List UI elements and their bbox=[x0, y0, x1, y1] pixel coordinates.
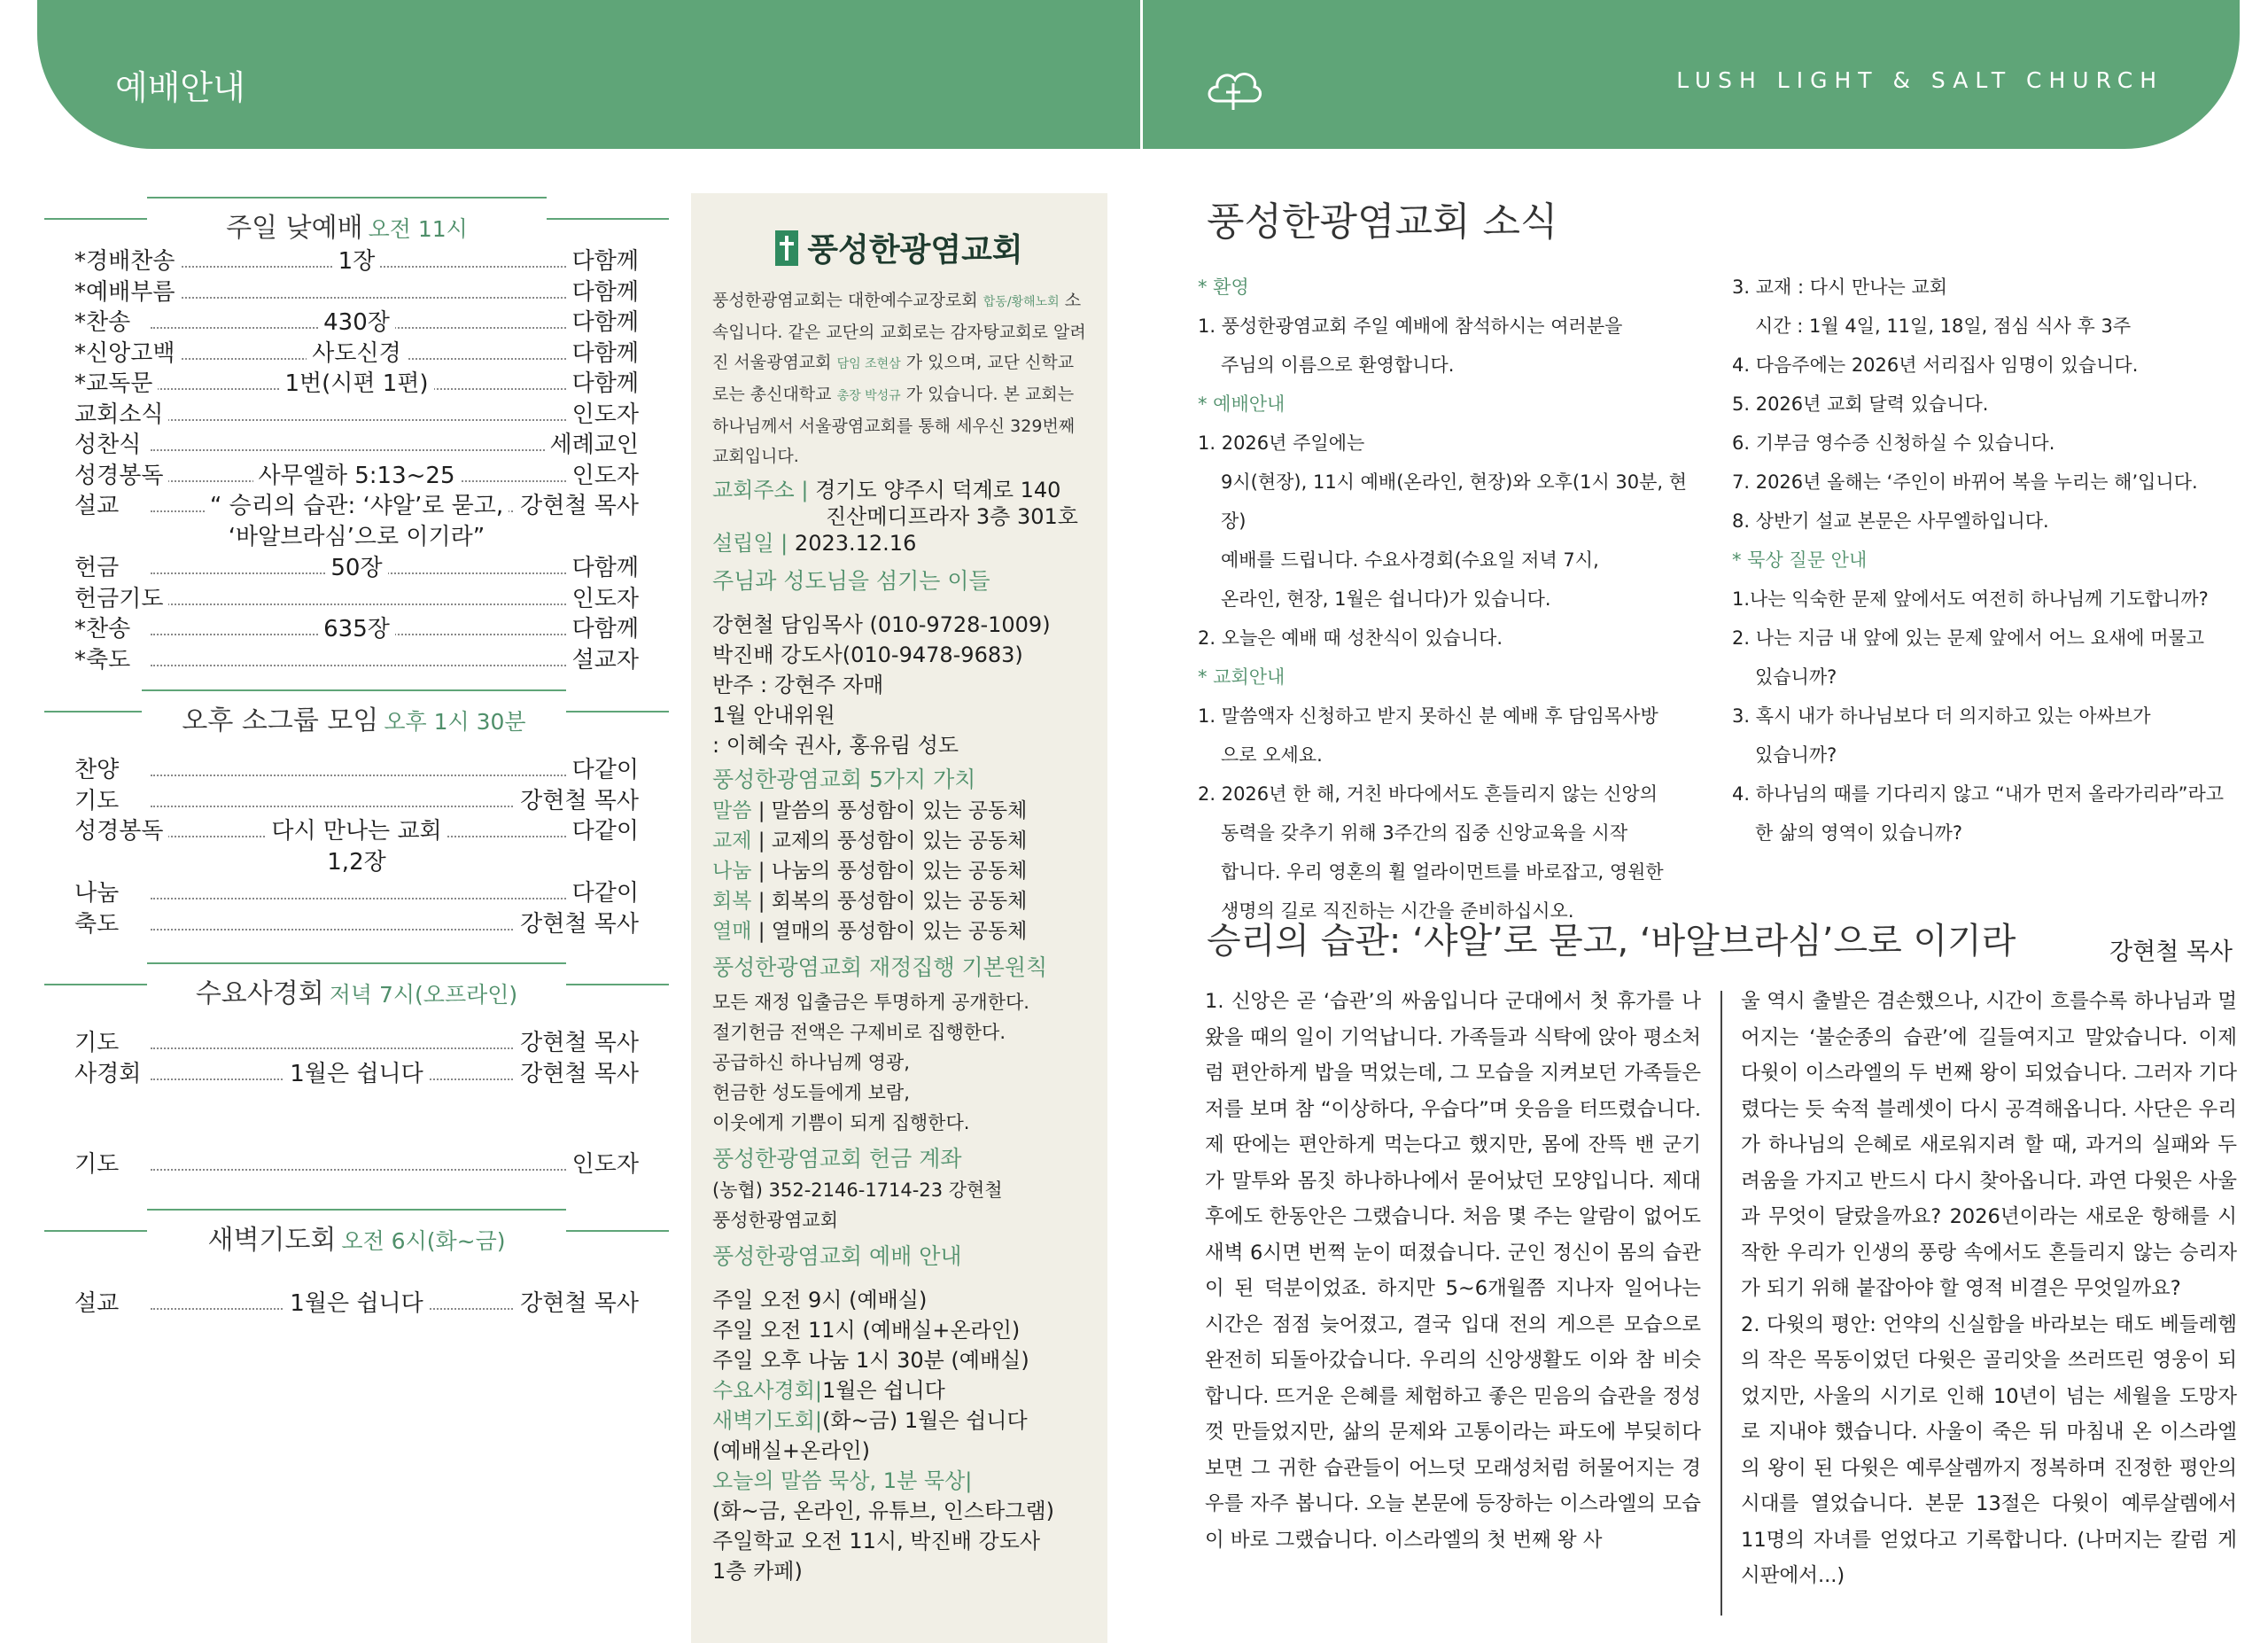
order-row: 나눔 다같이 bbox=[44, 878, 669, 909]
sermon-paragraph: 1. 신앙은 곧 ‘습관’의 싸움입니다 군대에서 첫 휴가를 나왔을 때의 일이 기억납니다. 가족들과 식탁에 앉아 평소처럼 편안하게 밥을 먹었는데, 그 모습을 지켜보던 가족들은 저를 보며 참 “이상하다, 우습다”며 웃음을 터뜨렸습니다. 제 딴에는 편안하게 먹는다고 했지만, 몸에 잔뜩 밴 군기가 말투와 몸짓 하나하나에서 묻어났던 모양입니다. 제대 후에도 한동안은 그랬습니다. 처음 몇 주는 알람이 없어도 새벽 6시면 번쩍 눈이 떠졌습니다. 군인 정신이 몸의 습관이 된 덕분이었죠. 하지만 5~6개월쯤 지나자 일어나는 시간은 점점 늦어졌고, 결국 입대 전의 게으른 모습으로 완전히 되돌아갔습니다. 우리의 신앙생활도 이와 참 비슷합니다. 뜨거운 은혜를 체험하고 좋은 믿음의 습관을 정성껏 만들었지만, 삶의 문제와 고통이라는 파도에 부딪히다 보면 그 귀한 습관들이 어느덧 모래성처럼 허물어지는 경우를 자주 봅니다. 오늘 본문에 등장하는 이스라엘의 모습이 바로 그랬습니다. 이스라엘의 첫 번째 왕 사 bbox=[1205, 990, 1701, 1552]
list-item: 강현철 담임목사 (010-9728-1009) bbox=[712, 612, 1051, 637]
list-item: 나눔 | 나눔의 풍성함이 있는 공동체 bbox=[712, 860, 1028, 883]
list-item: 주일 오전 9시 (예배실) bbox=[712, 1288, 928, 1312]
news-item: 5. 2026년 교회 달력 있습니다. bbox=[1732, 393, 1989, 415]
sermon-column-right bbox=[1741, 984, 2237, 1594]
order-row: 사경회 1월은 쉽니다 강현철 목사 bbox=[44, 1059, 669, 1090]
list-item: 1월 안내위원 bbox=[712, 703, 835, 728]
order-row: 헌금기도 인도자 bbox=[44, 584, 669, 615]
news-item: 있습니까? bbox=[1755, 666, 1837, 688]
news-item: 1. 2026년 주일에는 bbox=[1198, 432, 1365, 454]
list-item: : 이혜숙 권사, 홍유림 성도 bbox=[712, 733, 959, 758]
order-row: *경배찬송 1장 다함께 bbox=[44, 246, 669, 277]
news-item: 주님의 이름으로 환영합니다. bbox=[1221, 354, 1455, 376]
order-row: *찬송 430장 다함께 bbox=[44, 308, 669, 339]
order-row: 설교 1월은 쉽니다 강현철 목사 bbox=[44, 1289, 669, 1320]
order-row: 찬양 다같이 bbox=[44, 755, 669, 786]
order-row: *찬송 635장 다함께 bbox=[44, 614, 669, 645]
news-item: 7. 2026년 올해는 ‘주인이 바뀌어 복을 누리는 해’입니다. bbox=[1732, 471, 2198, 493]
news-heading: * 묵상 질문 안내 bbox=[1732, 549, 1868, 571]
dawn-prayer-order bbox=[44, 1289, 669, 1320]
sermon-author: 강현철 목사 bbox=[2109, 938, 2233, 966]
list-item: 열매 | 열매의 풍성함이 있는 공동체 bbox=[712, 920, 1028, 943]
news-item: 1. 풍성한광염교회 주일 예배에 참석하시는 여러분을 bbox=[1198, 315, 1623, 337]
news-item: 1.나는 익숙한 문제 앞에서도 여전히 하나님께 기도합니까? bbox=[1732, 588, 2209, 610]
column-divider bbox=[1720, 991, 1722, 1616]
news-item: 온라인, 현장, 1월은 쉽니다)가 있습니다. bbox=[1221, 588, 1551, 610]
list-item: 박진배 강도사(010-9478-9683) bbox=[712, 642, 1023, 667]
sermon-paragraph: 2. 다윗의 평안: 언약의 신실함을 바라보는 태도 베들레헴의 작은 목동이었던 다윗은 골리앗을 쓰러뜨린 영웅이 되었지만, 사울의 시기로 인해 10년이 넘는 세월을 도망자로 지내야 했습니다. 사울이 죽은 뒤 마침내 온 이스라엘의 왕이 된 다윗은 예루살렘까지 정복하며 진정한 평안의 시대를 열었습니다. 본문 13절은 다윗이 예루살렘에서 11명의 자녀를 얻었다고 기록합니다. (나머지는 칼럼 게시판에서...) bbox=[1741, 1312, 2237, 1587]
dawn-prayer-heading: 새벽기도회 오전 6시(화~금) bbox=[44, 1205, 669, 1255]
news-item: 9시(현장), 11시 예배(온라인, 현장)와 오후(1시 30분, 현장) bbox=[1221, 471, 1688, 532]
news-item: 4. 하나님의 때를 기다리지 않고 “내가 먼저 올라가리라”라고 bbox=[1732, 783, 2225, 805]
news-item: 있습니까? bbox=[1755, 744, 1837, 766]
list-item: 헌금한 성도들에게 보람, bbox=[712, 1082, 910, 1103]
list-item: (화~금, 온라인, 유튜브, 인스타그램) bbox=[712, 1499, 1055, 1523]
sunday-service-order bbox=[44, 246, 669, 675]
news-item: 1. 말씀액자 신청하고 받지 못하신 분 예배 후 담임목사방 bbox=[1198, 705, 1658, 727]
order-row-sermon: 설교 “ 승리의 습관: ‘샤알’로 묻고, ‘바알브라심’으로 이기라” 강현철 목사 bbox=[74, 493, 639, 550]
order-row: 기도 인도자 bbox=[44, 1149, 669, 1180]
news-item: 3. 교재 : 다시 만나는 교회 bbox=[1732, 276, 1948, 298]
afternoon-group-heading: 오후 소그룹 모임 오후 1시 30분 bbox=[44, 686, 669, 736]
finance-heading: 풍성한광염교회 재정집행 기본원칙 bbox=[712, 954, 1048, 980]
list-item: 오늘의 말씀 묵상, 1분 묵상| bbox=[712, 1468, 973, 1493]
church-logo: 풍성한광염교회 bbox=[712, 225, 1086, 278]
list-item: 공급하신 하나님께 영광, bbox=[712, 1052, 910, 1073]
account-heading: 풍성한광염교회 헌금 계좌 bbox=[712, 1146, 962, 1172]
list-item: 회복 | 회복의 풍성함이 있는 공동체 bbox=[712, 890, 1028, 913]
list-item: 교제 | 교제의 풍성함이 있는 공동체 bbox=[712, 829, 1028, 853]
list-item: 수요사경회|1월은 쉽니다 bbox=[712, 1378, 945, 1403]
news-item: 8. 상반기 설교 본문은 사무엘하입니다. bbox=[1732, 510, 2049, 532]
page-title: 예배안내 bbox=[115, 68, 245, 107]
servants-heading: 주님과 성도님을 섬기는 이들 bbox=[712, 568, 990, 594]
news-item: 한 삶의 영역이 있습니까? bbox=[1755, 822, 1963, 844]
list-item: (예배실+온라인) bbox=[712, 1438, 870, 1463]
account-number: (농협) 352-2146-1714-23 강현철 bbox=[712, 1180, 1003, 1201]
worship-info-heading: 풍성한광염교회 예배 안내 bbox=[712, 1243, 962, 1269]
list-item: 주일 오전 11시 (예배실+온라인) bbox=[712, 1318, 1021, 1343]
worship-order-column bbox=[44, 193, 669, 1319]
news-heading: * 교회안내 bbox=[1198, 666, 1285, 688]
afternoon-group-order bbox=[44, 755, 669, 939]
order-row: *축도 설교자 bbox=[44, 645, 669, 676]
church-address: 교회주소 | 경기도 양주시 덕계로 140 진산메디프라자 3층 301호 bbox=[712, 478, 1078, 529]
list-item: 모든 재정 입출금은 투명하게 공개한다. bbox=[712, 992, 1029, 1013]
news-item: 6. 기부금 영수증 신청하실 수 있습니다. bbox=[1732, 432, 2055, 454]
church-english-name: LUSH LIGHT & SALT CHURCH bbox=[1676, 67, 2163, 93]
cross-logo-icon bbox=[775, 230, 798, 266]
finance-list bbox=[712, 987, 1086, 1138]
news-item: 동력을 갖추기 위해 3주간의 집중 신앙교육을 시작 bbox=[1221, 822, 1628, 844]
news-left-column bbox=[1198, 268, 1694, 931]
news-item: 2. 오늘은 예배 때 성찬식이 있습니다. bbox=[1198, 627, 1503, 649]
church-founded: 설립일 | 2023.12.16 bbox=[712, 531, 917, 556]
wednesday-order bbox=[44, 1028, 669, 1180]
values-heading: 풍성한광염교회 5가지 가치 bbox=[712, 767, 976, 792]
list-item: 말씀 | 말씀의 풍성함이 있는 공동체 bbox=[712, 799, 1028, 822]
sermon-title: 승리의 습관: ‘샤알’로 묻고, ‘바알브라심’으로 이기라 bbox=[1207, 921, 2016, 962]
list-item: 주일 오후 나눔 1시 30분 (예배실) bbox=[712, 1348, 1029, 1373]
order-row: 교회소식 인도자 bbox=[44, 400, 669, 431]
news-item: 2. 나는 지금 내 앞에 있는 문제 앞에서 어느 요새에 머물고 bbox=[1732, 627, 2205, 649]
news-item: 2. 2026년 한 해, 거친 바다에서도 흔들리지 않는 신앙의 bbox=[1198, 783, 1658, 805]
church-info-panel bbox=[691, 193, 1107, 1643]
order-row: 기도 강현철 목사 bbox=[44, 1028, 669, 1059]
order-row: *신앙고백 사도신경 다함께 bbox=[44, 339, 669, 370]
list-item: 절기헌금 전액은 구제비로 집행한다. bbox=[712, 1022, 1006, 1043]
header-left-banner bbox=[37, 0, 1140, 149]
news-heading: * 예배안내 bbox=[1198, 393, 1285, 415]
wednesday-heading: 수요사경회 저녁 7시(오프라인) bbox=[44, 959, 669, 1008]
list-item: 이웃에게 기쁨이 되게 집행한다. bbox=[712, 1112, 970, 1133]
servants-list bbox=[712, 610, 1086, 760]
order-row: 성찬식 세례교인 bbox=[44, 430, 669, 461]
list-item: 새벽기도회|(화~금) 1월은 쉽니다 bbox=[712, 1408, 1028, 1433]
order-row: 기도 강현철 목사 bbox=[44, 786, 669, 817]
order-row: 헌금 50장 다함께 bbox=[44, 553, 669, 584]
news-item: 생명의 길로 직진하는 시간을 준비하십시오. bbox=[1221, 900, 1574, 922]
list-item: 반주 : 강현주 자매 bbox=[712, 673, 884, 697]
news-item: 시간 : 1월 4일, 11일, 18일, 점심 식사 후 3주 bbox=[1755, 315, 2132, 337]
header-right-banner bbox=[1143, 0, 2240, 149]
order-row: 성경봉독 다시 만나는 교회 1,2장 다같이 bbox=[74, 818, 639, 876]
news-item: 합니다. 우리 영혼의 휠 얼라이먼트를 바로잡고, 영원한 bbox=[1221, 861, 1664, 883]
cloud-cross-icon bbox=[1203, 58, 1263, 113]
news-item: 으로 오세요. bbox=[1221, 744, 1323, 766]
church-intro: 풍성한광염교회는 대한예수교장로회 합동/황해노회 소속입니다. 같은 교단의 교회로는 감자탕교회로 알려진 서울광염교회 담임 조현삼 가 있으며, 교단 신학교로는 총신대학교 총장 박성규 가 있습니다. 본 교회는 하나님께서 서울광염교회를 통해 세우신 329번째 교회입니다. bbox=[712, 291, 1086, 466]
list-item: 주일학교 오전 11시, 박진배 강도사 bbox=[712, 1529, 1041, 1553]
values-list bbox=[712, 796, 1086, 946]
news-item: 3. 혹시 내가 하나님보다 더 의지하고 있는 아싸브가 bbox=[1732, 705, 2151, 727]
news-right-column bbox=[1732, 268, 2255, 853]
list-item: 1층 카페) bbox=[712, 1559, 803, 1584]
order-row: *교독문 1번(시편 1편) 다함께 bbox=[44, 369, 669, 400]
sermon-paragraph: 울 역시 출발은 겸손했으나, 시간이 흐를수록 하나님과 멀어지는 ‘불순종의 습관’에 길들여지고 말았습니다. 이제 다윗이 이스라엘의 두 번째 왕이 되었습니다. 그러자 기다렸다는 듯 숙적 블레셋이 다시 공격해옵니다. 사단은 우리가 하나님의 은혜로 새로워지려 할 때, 과거의 실패와 두려움을 가지고 반드시 다시 찾아옵니다. 과연 다윗은 사울과 무엇이 달랐을까요? 2026년이라는 새로운 항해를 시작한 우리가 인생의 풍랑 속에서도 흔들리지 않는 승리자가 되기 위해 붙잡아야 할 영적 비결은 무엇일까요? bbox=[1741, 990, 2237, 1300]
account-holder: 풍성한광염교회 bbox=[712, 1210, 839, 1231]
order-row: *예배부름 다함께 bbox=[44, 277, 669, 308]
news-item: 4. 다음주에는 2026년 서리집사 임명이 있습니다. bbox=[1732, 354, 2139, 376]
sermon-column-left bbox=[1205, 984, 1701, 1558]
worship-info-list bbox=[712, 1285, 1086, 1586]
news-heading: * 환영 bbox=[1198, 276, 1249, 298]
news-item: 예배를 드립니다. 수요사경회(수요일 저녁 7시, bbox=[1221, 549, 1599, 571]
order-row: 성경봉독 사무엘하 5:13~25 인도자 bbox=[44, 461, 669, 492]
news-title: 풍성한광염교회 소식 bbox=[1207, 199, 1558, 245]
order-row: 축도 강현철 목사 bbox=[44, 909, 669, 940]
sunday-service-heading: 주일 낮예배 오전 11시 bbox=[44, 193, 669, 243]
